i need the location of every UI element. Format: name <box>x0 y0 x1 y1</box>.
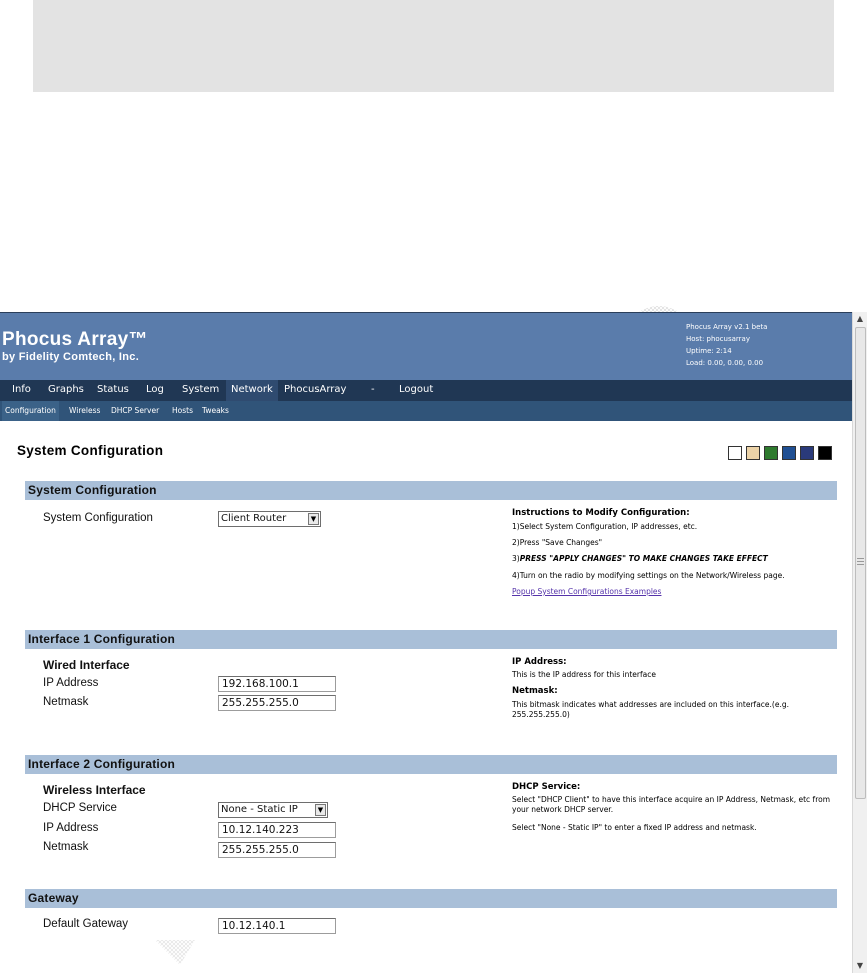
section-title: Interface 2 Configuration <box>28 757 176 771</box>
step-3-emphasis: PRESS "APPLY CHANGES" TO MAKE CHANGES TAKE EFFECT <box>519 554 768 563</box>
app-header <box>0 312 852 381</box>
instruction-step-1: 1)Select System Configuration, IP addresses, etc. <box>512 522 698 531</box>
nav-network[interactable]: Network <box>226 380 278 401</box>
scroll-down-arrow-icon[interactable]: ▼ <box>856 961 864 970</box>
subnav-wireless[interactable]: Wireless <box>69 406 101 415</box>
sub-nav <box>0 401 852 421</box>
default-gateway-label: Default Gateway <box>43 918 129 930</box>
theme-swatch-black[interactable] <box>818 446 832 460</box>
nav-log[interactable]: Log <box>146 384 164 395</box>
theme-swatch-blue[interactable] <box>782 446 796 460</box>
browser-window <box>0 312 867 973</box>
step-3-prefix: 3) <box>512 554 520 563</box>
select-value: Client Router <box>221 513 287 524</box>
watermark-fragment <box>150 940 210 973</box>
dhcp-service-select[interactable] <box>218 802 328 818</box>
instruction-step-2: 2)Press "Save Changes" <box>512 538 603 547</box>
section-title: Interface 1 Configuration <box>28 632 176 646</box>
section-interface-1 <box>25 630 837 649</box>
interface1-ip-label: IP Address <box>43 677 99 689</box>
wired-interface-label: Wired Interface <box>43 658 130 672</box>
select-value: None - Static IP <box>221 804 298 815</box>
nav-separator: - <box>371 384 375 395</box>
sysinfo-load: Load: 0.00, 0.00, 0.00 <box>686 359 764 367</box>
top-gray-panel <box>33 0 834 92</box>
section-title: System Configuration <box>28 483 157 497</box>
nav-logout[interactable]: Logout <box>399 384 434 395</box>
sysinfo-host: Host: phocusarray <box>686 335 750 343</box>
subnav-hosts[interactable]: Hosts <box>172 406 193 415</box>
subnav-dhcp-server[interactable]: DHCP Server <box>111 406 160 415</box>
chevron-down-icon: ▼ <box>308 513 319 525</box>
system-info <box>686 321 767 369</box>
main-nav <box>0 380 852 401</box>
app-subtitle: by Fidelity Comtech, Inc. <box>2 351 140 363</box>
subnav-configuration[interactable]: Configuration <box>2 401 59 421</box>
app-title: Phocus Array™ <box>2 329 148 350</box>
section-interface-2 <box>25 755 837 774</box>
sysinfo-uptime: Uptime: 2:14 <box>686 347 732 355</box>
dhcp-service-help-text-2: Select "None - Static IP" to enter a fixed IP address and netmask. <box>512 823 757 832</box>
dhcp-service-help-heading: DHCP Service: <box>512 782 581 792</box>
system-configuration-label: System Configuration <box>43 512 153 524</box>
interface2-ip-label: IP Address <box>43 822 99 834</box>
popup-examples-link[interactable]: Popup System Configurations Examples <box>512 587 662 596</box>
section-gateway <box>25 889 837 908</box>
ip-address-help-text: This is the IP address for this interface <box>512 670 656 679</box>
scroll-up-arrow-icon[interactable]: ▲ <box>856 314 864 323</box>
dhcp-service-label: DHCP Service <box>43 802 117 814</box>
page-title: System Configuration <box>17 443 164 458</box>
subnav-tweaks[interactable]: Tweaks <box>202 406 229 415</box>
instructions-heading: Instructions to Modify Configuration: <box>512 508 690 518</box>
section-system-configuration <box>25 481 837 500</box>
nav-status[interactable]: Status <box>97 384 129 395</box>
nav-phocusarray[interactable]: PhocusArray <box>284 384 347 395</box>
nav-info[interactable]: Info <box>12 384 31 395</box>
nav-graphs[interactable]: Graphs <box>48 384 84 395</box>
netmask-help-heading: Netmask: <box>512 686 558 696</box>
default-gateway-input[interactable]: 10.12.140.1 <box>218 918 336 934</box>
system-configuration-select[interactable] <box>218 511 321 527</box>
dhcp-service-help-text-1: Select "DHCP Client" to have this interface acquire an IP Address, Netmask, etc from your network DHCP server. <box>512 795 831 814</box>
interface2-netmask-label: Netmask <box>43 841 89 853</box>
chevron-down-icon: ▼ <box>315 804 326 816</box>
interface2-netmask-input[interactable]: 255.255.255.0 <box>218 842 336 858</box>
vertical-scrollbar[interactable] <box>852 312 867 973</box>
interface1-netmask-input[interactable]: 255.255.255.0 <box>218 695 336 711</box>
theme-swatch-tan[interactable] <box>746 446 760 460</box>
theme-swatch-navy[interactable] <box>800 446 814 460</box>
section-title: Gateway <box>28 891 79 905</box>
sysinfo-version: Phocus Array v2.1 beta <box>686 323 768 331</box>
page-content <box>0 312 852 973</box>
theme-swatch-green[interactable] <box>764 446 778 460</box>
interface1-netmask-label: Netmask <box>43 696 89 708</box>
instruction-step-4: 4)Turn on the radio by modifying settings on the Network/Wireless page. <box>512 571 785 580</box>
wireless-interface-label: Wireless Interface <box>43 783 146 797</box>
interface2-ip-input[interactable]: 10.12.140.223 <box>218 822 336 838</box>
scroll-grip-icon <box>857 558 864 567</box>
scroll-thumb[interactable] <box>855 327 866 799</box>
instruction-step-3 <box>512 554 768 564</box>
netmask-help-text: This bitmask indicates what addresses are included on this interface.(e.g. 255.255.255.0) <box>512 700 789 719</box>
ip-address-help-heading: IP Address: <box>512 657 567 667</box>
nav-system[interactable]: System <box>182 384 220 395</box>
interface1-ip-input[interactable]: 192.168.100.1 <box>218 676 336 692</box>
theme-swatch-white[interactable] <box>728 446 742 460</box>
